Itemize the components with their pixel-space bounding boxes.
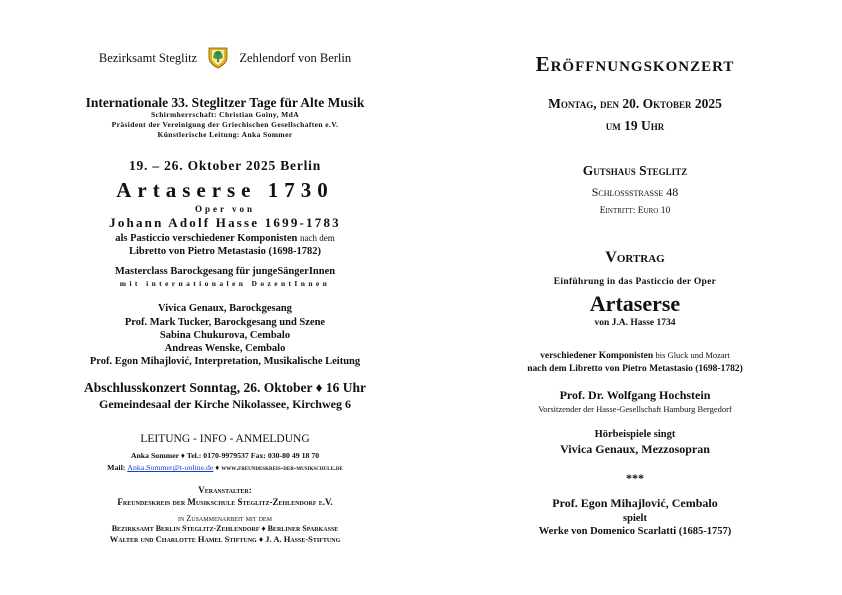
separator: ***	[626, 471, 644, 485]
teacher-item: Sabina Chukurova, Cembalo	[159, 330, 291, 341]
singer: Vivica Genaux, Mezzosopran	[560, 442, 710, 456]
mail-line	[35, 464, 415, 473]
plays: spielt	[623, 513, 647, 524]
works: Werke von Domenico Scarlatti (1685-1757)	[538, 526, 732, 537]
pasticcio-line	[35, 233, 415, 245]
speaker-role: Vorsitzender der Hasse-Gesellschaft Hamburg Bergedorf	[538, 404, 732, 414]
president: Präsident der Vereinigung der Griechischen Gesellschaften e.V.	[111, 120, 339, 129]
lecture-opera: Artaserse	[589, 291, 681, 316]
final-concert-venue: Gemeindesaal der Kirche Nikolassee, Kirchweg 6	[99, 397, 351, 411]
partners-2: Walter und Charlotte Hamel Stiftung ♦ J. A. Hasse-Stiftung	[109, 534, 341, 544]
masterclass: Masterclass Barockgesang für jungeSängerInnen	[114, 266, 336, 277]
festival-dates: 19. – 26. Oktober 2025 Berlin	[128, 158, 322, 173]
composers-b: bis Gluck und Mozart	[655, 350, 730, 360]
teacher-item: Vivica Genaux, Barockgesang	[158, 303, 292, 314]
venue-address: Schlossstrasse 48	[591, 185, 679, 199]
admission: Eintritt: Euro 10	[599, 206, 671, 216]
mail-label: Mail:	[107, 463, 126, 472]
composers-line	[445, 351, 825, 362]
coat-of-arms-icon	[206, 46, 230, 70]
venue-name: Gutshaus Steglitz	[582, 163, 688, 178]
final-concert: Abschlusskonzert Sonntag, 26. Oktober ♦ 16 Uhr	[84, 380, 366, 395]
concert-title: Eröffnungskonzert	[535, 52, 735, 76]
header-left: Bezirksamt Steglitz	[98, 50, 198, 65]
pasticcio-a: als Pasticcio verschiedener Komponisten	[115, 233, 298, 244]
lecture-libretto: nach dem Libretto von Pietro Metastasio (1698-1782)	[527, 364, 743, 374]
partners-1: Bezirksamt Berlin Steglitz-Zehlendorf ♦ Berliner Sparkasse	[111, 524, 339, 533]
harpsichordist: Prof. Egon Mihajlović, Cembalo	[552, 496, 718, 510]
patron: Schirmherrschaft: Christian Goiny, MdA	[150, 110, 300, 119]
lecture-intro: Einführung in das Pasticcio der Oper	[553, 277, 717, 287]
festival-title: Internationale 33. Steglitzer Tage für Alte Musik	[85, 95, 365, 110]
masterclass-sub: mit internationalen DozentInnen	[119, 279, 331, 288]
mail-link[interactable]: Anka.Sommer@t-online.de	[127, 463, 214, 472]
website-link[interactable]: ♦ www.freundeskreis-der-musikschule.de	[215, 463, 343, 472]
libretto: Libretto von Pietro Metastasio (1698-1782)	[128, 246, 322, 257]
lecture-opera-by: von J.A. Hasse 1734	[594, 318, 676, 328]
composers-a: verschiedener Komponisten	[540, 351, 654, 361]
examples: Hörbeispiele singt	[594, 429, 676, 440]
teacher-item: Prof. Egon Mihajlović, Interpretation, Musikalische Leitung	[89, 356, 361, 367]
opera-by: Oper von	[194, 204, 256, 214]
opera-title: Artaserse 1730	[116, 178, 334, 202]
speaker: Prof. Dr. Wolfgang Hochstein	[559, 388, 711, 402]
info-heading: LEITUNG - INFO - ANMELDUNG	[140, 433, 310, 445]
organizer-label: Veranstalter:	[198, 485, 252, 495]
lecture-heading: Vortrag	[605, 249, 665, 266]
teacher-item: Andreas Wenske, Cembalo	[164, 343, 286, 354]
organizer: Freundeskreis der Musikschule Steglitz-Zehlendorf e.V.	[117, 497, 333, 507]
cooperation: in Zusammenarbeit mit dem	[178, 514, 272, 523]
artistic-director: Künstlerische Leitung: Anka Sommer	[157, 130, 293, 139]
concert-time: um 19 Uhr	[605, 118, 665, 133]
teacher-item: Prof. Mark Tucker, Barockgesang und Szene	[124, 317, 326, 328]
district-header	[35, 46, 415, 70]
composer: Johann Adolf Hasse 1699-1783	[109, 215, 341, 230]
header-right: Zehlendorf von Berlin	[239, 50, 352, 65]
concert-date: Montag, den 20. Oktober 2025	[548, 96, 722, 111]
pasticcio-b: nach dem	[299, 233, 335, 243]
contact-line: Anka Sommer ♦ Tel.: 0170-9979537 Fax: 030-80 49 18 70	[130, 451, 320, 460]
